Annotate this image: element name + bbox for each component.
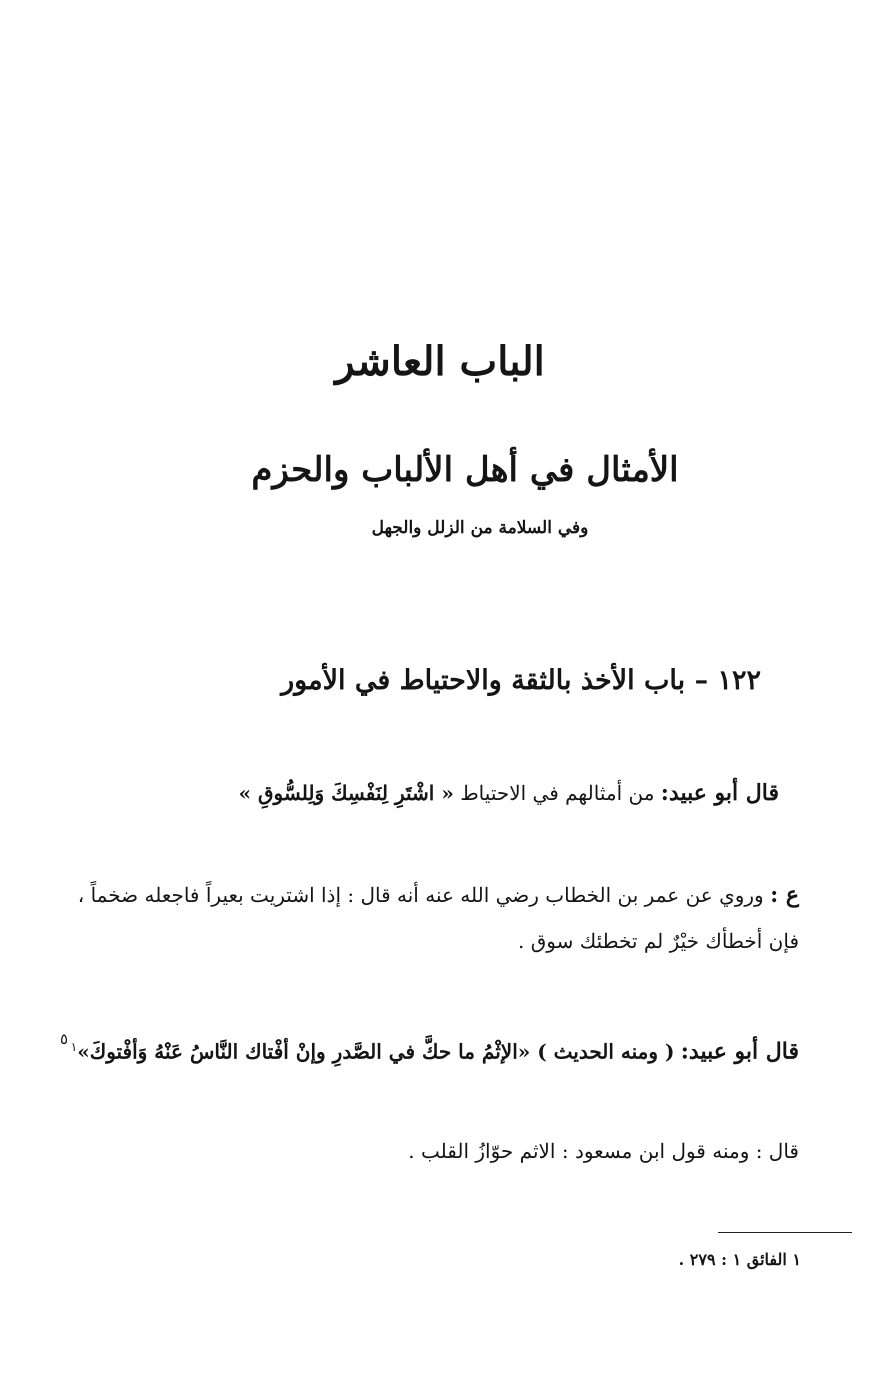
footnote-separator [718,1232,852,1233]
paragraph-1-text: من أمثالهم في الاحتياط [460,781,655,805]
footnote: ١ الفائق ١ : ٢٧٩ . [678,1250,801,1269]
paragraph-2-text: وروي عن عمر بن الخطاب رضي الله عنه أنه قال : إذا اشتريت بعيراً فاجعله ضخماً ، فإن أخطأك خيْرٌ لم تخطئك سوق . [77,883,799,953]
paragraph-1-lead: قال أبو عبيد: [660,780,779,806]
section-subtitle: وفي السلامة من الزلل والجهل [371,518,589,538]
paragraph-3-text: ( ومنه الحديث ) «الإثْمُ ما حكَّ في الصَّدرِ وإنْ أفْتاك النَّاسُ عَنْهُ وَأفْتوكَ» [77,1039,675,1064]
paragraph-2-lead: ع : [770,882,799,908]
chapter-title: الباب العاشر [335,338,545,385]
paragraph-3-lead: قال أبو عبيد: [680,1038,799,1065]
paragraph-2 [69,872,799,964]
paragraph-1-quote: « اشْتَرِ لِنَفْسِكَ وَلِلسُّوقِ » [238,781,454,805]
paragraph-4: قال : ومنه قول ابن مسعود : الاثم حوّازُ القلب . [408,1139,799,1163]
entry-heading: ١٢٢ – باب الأخذ بالثقة والاحتياط في الأمور [281,665,761,696]
margin-line-number: ٥ [59,1030,69,1048]
footnote-reference: ١ [70,1040,78,1054]
paragraph-1 [139,770,779,816]
paragraph-3 [69,1022,799,1077]
section-title: الأمثال في أهل الألباب والحزم [251,450,679,490]
